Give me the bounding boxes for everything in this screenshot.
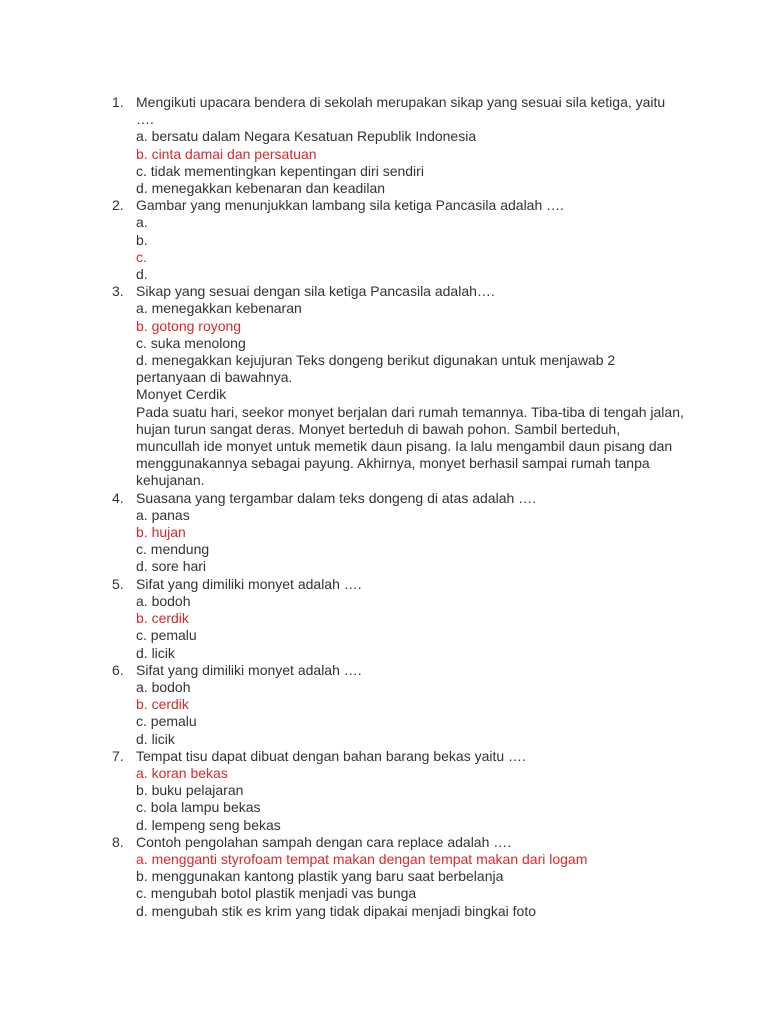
option-c: c. pemalu — [136, 627, 197, 644]
option-c: c. mendung — [136, 541, 210, 558]
question-number: 4. — [112, 489, 124, 506]
option-a: a. koran bekas — [136, 764, 228, 781]
option-d: d. licik — [136, 644, 175, 661]
option-a: a. bersatu dalam Negara Kesatuan Republik Indonesia — [136, 128, 477, 145]
option-d: d. — [136, 266, 148, 283]
question-number: 6. — [112, 661, 124, 678]
question-item — [0, 576, 768, 662]
story-title: Monyet Cerdik — [136, 386, 227, 403]
option-b: b. cinta damai dan persatuan — [136, 145, 317, 162]
question-text: Mengikuti upacara bendera di sekolah merupakan sikap yang sesuai sila ketiga, yaitu …. — [136, 94, 666, 128]
question-text: Sikap yang sesuai dengan sila ketiga Pancasila adalah…. — [136, 283, 495, 300]
option-d: d. licik — [136, 730, 175, 747]
option-a: a. — [136, 214, 148, 231]
question-number: 7. — [112, 747, 124, 764]
question-item — [0, 283, 768, 489]
option-d: d. sore hari — [136, 558, 207, 575]
question-text: Sifat yang dimiliki monyet adalah …. — [136, 575, 362, 592]
question-number: 5. — [112, 575, 124, 592]
question-number: 8. — [112, 833, 124, 850]
option-c: c. suka menolong — [136, 334, 246, 351]
option-a: a. bodoh — [136, 678, 191, 695]
option-a: a. bodoh — [136, 592, 191, 609]
question-number: 1. — [112, 94, 124, 110]
question-text: Suasana yang tergambar dalam teks dongeng di atas adalah …. — [136, 489, 537, 506]
question-item — [0, 94, 768, 197]
question-text: Contoh pengolahan sampah dengan cara replace adalah …. — [136, 833, 512, 850]
question-number: 3. — [112, 283, 124, 300]
option-d: d. menegakkan kejujuran Teks dongeng berikut digunakan untuk menjawab 2 pertanyaan di bawahnya. — [136, 352, 616, 386]
question-item — [0, 834, 768, 920]
option-c: c. pemalu — [136, 713, 197, 730]
story-body: Pada suatu hari, seekor monyet berjalan dari rumah temannya. Tiba-tiba di tengah jalan, hujan turun sangat deras. Monyet berteduh di bawah pohon. Sambil berteduh, muncullah ide monyet untuk memetik daun pisang. Ia lalu mengambil daun pisang dan menggunakannya sebagai payung. Akhirnya, monyet berhasil sampai rumah tanpa kehujanan. — [136, 403, 684, 489]
option-a: a. mengganti styrofoam tempat makan dengan tempat makan dari logam — [136, 850, 588, 867]
option-a: a. panas — [136, 506, 190, 523]
question-item — [0, 748, 768, 834]
option-d: d. menegakkan kebenaran dan keadilan — [136, 180, 386, 197]
question-list — [0, 94, 768, 920]
option-b: b. cerdik — [136, 696, 189, 713]
option-b: b. cerdik — [136, 610, 189, 627]
question-item — [0, 490, 768, 576]
option-c: c. mengubah botol plastik menjadi vas bunga — [136, 885, 417, 902]
option-d: d. mengubah stik es krim yang tidak dipakai menjadi bingkai foto — [136, 902, 536, 919]
option-b: b. gotong royong — [136, 317, 242, 334]
option-c: c. bola lampu bekas — [136, 799, 261, 816]
question-text: Sifat yang dimiliki monyet adalah …. — [136, 661, 362, 678]
option-c: c. tidak mementingkan kepentingan diri sendiri — [136, 162, 424, 179]
option-b: b. — [136, 231, 148, 248]
question-number: 2. — [112, 197, 124, 214]
option-d: d. lempeng seng bekas — [136, 816, 281, 833]
question-text: Gambar yang menunjukkan lambang sila ketiga Pancasila adalah …. — [136, 197, 565, 214]
option-b: b. menggunakan kantong plastik yang baru saat berbelanja — [136, 868, 504, 885]
option-a: a. menegakkan kebenaran — [136, 300, 302, 317]
question-text: Tempat tisu dapat dibuat dengan bahan barang bekas yaitu …. — [136, 747, 526, 764]
option-b: b. buku pelajaran — [136, 782, 244, 799]
option-c: c. — [136, 248, 147, 265]
question-item — [0, 197, 768, 283]
option-b: b. hujan — [136, 524, 186, 541]
question-item — [0, 662, 768, 748]
